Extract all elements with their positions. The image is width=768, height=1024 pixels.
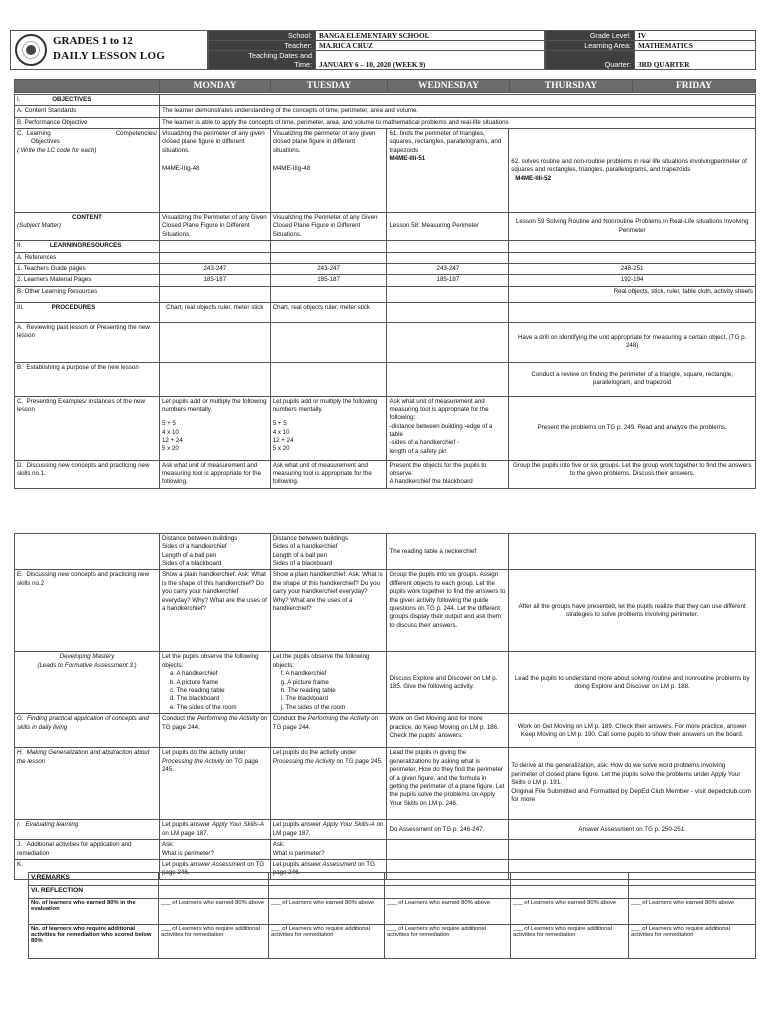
school-value: BANGA ELEMENTARY SCHOOL — [316, 31, 545, 41]
reflection-table — [28, 872, 756, 959]
references-row: A. References — [15, 252, 756, 263]
objectives-row: I. OBJECTIVES — [15, 95, 756, 106]
generalization-row: H. Making Generalization and abstraction about the lesson Let pupils do the activity under Processing the Activity on TG page 245. Let pupils do the activity under Processing the Activity on TG page 245. Lead the pupils in giving the generalizations by asking what is perimeter, How do they find the perimeter of a given figure, and the formula in getting the perimeter of a plane figure. Let the pupils solve the problems on Apply Your Skills on LM p. 246. To derive at the generalization, ask: How do we solve word problems involving perimeter of closed plane figure. Let the pupils solve the problems under Apply Your Skills o LM p. 191. Original File Submitted and Formatted by DepEd Club Member - visit depedclub.com for more — [15, 748, 756, 820]
title-box — [10, 30, 208, 70]
k-row: K. Let pupils answer Assessment on TG page 246. Let pupils answer Assessment on TG page 246. — [15, 859, 756, 879]
additional-activities-row: J. Additional activities for application and remediation Ask: What is perimeter? Ask: What is perimeter? — [15, 840, 756, 860]
deped-seal-icon — [15, 34, 47, 66]
reflection-row: VI. REFLECTION — [29, 886, 756, 899]
header — [10, 30, 756, 70]
school-label: School: — [209, 31, 316, 41]
resources-row: II. LEARNINGRESOURCES — [15, 241, 756, 252]
day-wednesday: WEDNESDAY — [388, 80, 510, 93]
presenting-examples-row: C. Presenting Examples/ instances of the new lesson Let pupils add or multiply the following numbers mentally. 5 + 5 4 x 10 12 + 24 5 x 20 Let pupils add or multiply the following numbers mentally. 5 + 5 4 x 10 12 + 24 5 x 20 Ask what unit of measurement and measuring tool is appropriate for the following: -distance between building -edge of a table -sides of a handkerchief - length of a safety pin Present the problems on TG p. 249. Read and analyze the problems. — [15, 396, 756, 460]
grade-label: Grade Level: — [546, 31, 635, 41]
day-header-bar — [14, 79, 756, 93]
grade-line: GRADES 1 to 12 — [53, 35, 133, 47]
evaluating-row: I. Evaluating learning Let pupils answer Apply Your Skills-A on LM page 187. Let pupils answer Apply Your Skills-A on LM page 187. Do Assessment on TG p. 246-247. Answer Assessment on TG p. 250-251. — [15, 820, 756, 840]
day-header-blank — [15, 80, 160, 93]
purpose-row: B. Establishing a purpose of the new lesson Conduct a review on finding the perimeter of a triangle, square, rectangle, parallelogram, and trapezoid — [15, 362, 756, 396]
area-label: Learning Area: — [546, 41, 635, 51]
day-friday: FRIDAY — [633, 80, 756, 93]
dates-label: Teaching Dates and Time: — [209, 51, 316, 70]
content-standards-text: The learner demonstrates understanding of the concepts of time, perimeter, area and volume. — [159, 106, 755, 117]
reviewing-row: A. Reviewing past lesson or Presenting the new lesson Have a drill on identifying the unit appropriate for measuring a certain object. (TG p. 248) — [15, 322, 756, 362]
competencies-row: C. Learning Competencies/ Objectives ( Write the LC code for each) Visualizing the perimeter of any given closed plane figure in different situations. M4ME-IIIg-48 Visualizing the perimeter of any given closed plane figure in different situations. M4ME-IIIg-48 61. finds the perimeter of triangles, squares, rectangles, parallelograms, and trapezoids M4ME-IIIi-51 62. solves routine and non-routine problems in real life situations involvingperimeter of squares and rectangles, triangles, parallelograms, and trapezoids M4ME-IIIi-52 — [15, 129, 756, 213]
quarter-label: Quarter: — [546, 51, 635, 70]
objectives-title: OBJECTIVES — [52, 96, 92, 103]
grade-value: IV — [635, 31, 756, 41]
developing-mastery-row: Developing Mastery (Leads to Formative Assessment 3.) Let the pupils observe the following objects: a. A handkerchief b. A picture frame c. The reading table d. The blackboard e. The sides of the room Let the pupils observe the following objects: f. A handkerchief g. A picture frame h. The reading table i. The blackboard j. The sides of the room Discuss Explore and Discover on LM p. 185. Give the following activity. Lead the pupils to understand more about solving routine and nonroutine problems by doing Explore and Discover on LM p. 188. — [15, 652, 756, 714]
school-info-table — [208, 30, 545, 70]
day-monday: MONDAY — [160, 80, 271, 93]
remarks-row: V.REMARKS — [29, 873, 756, 886]
teacher-label: Teacher: — [209, 41, 316, 51]
learners-material-row: 2. Learners Material Pages 185-187 185-187 185-187 192-194 — [15, 275, 756, 286]
depedclub-note: Original File Submitted and Formatted by DepEd Club Member - visit depedclub.com for more — [511, 787, 752, 804]
day-tuesday: TUESDAY — [271, 80, 388, 93]
area-value: MATHEMATICS — [635, 41, 756, 51]
quarter-value: 3RD QUARTER — [635, 51, 756, 70]
practical-application-row: G. Finding practical application of concepts and skills in daily living Conduct the Performing the Activity on TG page 244. Conduct the Performing the Activity on TG page 244. Work on Get Moving and for more practice, do Keep Moving on LM p. 186. Check the pupils' answers. Work on Get Moving on LM p. 189. Check their answers. For more practice, answer Keep Moving on LM p. 190. Call some pupils to show their answers on the board. — [15, 714, 756, 748]
remediation-row: No. of learners who require additional activities for remediation who scored below 80% ___ of Learners who require additional activities for remediation ___ of Learners who require additional activities for remediation ___ of Learners who require additional activities for remediation ___ of Learners who require additional activities for remediation ___ of Learners who require additional activities for remediation — [29, 925, 756, 959]
discussing-2-row: E. Discussing new concepts and practicing new skills no.2 Show a plain handkerchief. Ask: What is the shape of this handkerchief? Do you carry your handkerchief everyday? Why? What are the uses of a handkerchief? Show a plain handkerchief. Ask: What is the shape of this handkerchief? Do you carry your handkerchief everyday? Why? What are the uses of a handkerchief? Group the pupils into six groups. Assign different objects to each group. Let the pupils work together to find the answers to the given activity following the guide questions on TG p. 244. Let the different groups display their output and ask them to discuss their answers. After all the groups have presented, let the pupils realize that they can use different strategies to solve problems involving perimeter. — [15, 570, 756, 652]
log-line: DAILY LESSON LOG — [53, 50, 166, 62]
learners-80-row: No. of learners who earned 80% in the evaluation ___ of Learners who earned 80% above ___ of Learners who earned 80% above ___ of Learners who earned 80% above ___ of Learners who earned 80% above ___ of Learners who earned 80% above — [29, 899, 756, 925]
performance-objective-row: B. Performance Objective The learner is able to apply the concepts of time, perimeter, area, and volume to mathematical problems and real-life situations — [15, 117, 756, 128]
dates-value: JANUARY 6 – 10, 2020 (WEEK 9) — [316, 51, 545, 70]
discussing-1-row: D. Discussing new concepts and practicing new skills no.1. Ask what unit of measurement and measuring tool is appropriate for the following. Ask what unit of measurement and measuring tool is appropriate for the following. Present the objects for the pupils to observe: A handkerchief the blackboard Group the pupils into five or six groups. Let the group work together to find the answers to the given problems. Discuss their answers. — [15, 460, 756, 488]
teachers-guide-row: 1. Teachers Guide pages 243-247 243-247 243-247 248-251 — [15, 263, 756, 274]
performance-objective-text: The learner is able to apply the concepts of time, perimeter, area, and volume to mathematical problems and real-life situations — [159, 117, 755, 128]
grade-info-table — [545, 30, 756, 70]
procedures-row: III. PROCEDURES Chart, real objects ruler, meter stick Chart, real objects ruler, meter stick — [15, 302, 756, 322]
other-resources-row: B. Other Learning Resources Real objects, stick, ruler, table cloth, activity sheets — [15, 286, 756, 302]
lesson-grid-part2 — [14, 533, 756, 880]
content-row: CONTENT (Subject Matter) Visualizing the Perimeter of any Given Closed Plane Figure in Different Situations. Visualizing the Perimeter of any Given Closed Plane Figure in Different Situations. Lesson 58: Measuring Perimeter Lesson 59 Solving Routine and Nonroutine Problems in Real-Life situations Involving Perimeter — [15, 213, 756, 241]
content-standards-row: A. Content Standards The learner demonstrates understanding of the concepts of time, perimeter, area and volume. — [15, 106, 756, 117]
discussing-1-cont-row: Distance between buildings Sides of a handkerchief Length of a ball pen Sides of a blackboard Distance between buildings Sides of a handkerchief Length of a ball pen Sides of a blackboard The reading table a neckerchief — [15, 534, 756, 570]
day-thursday: THURSDAY — [510, 80, 633, 93]
teacher-value: MA.RICA CRUZ — [316, 41, 545, 51]
lesson-grid-part1 — [14, 94, 756, 489]
